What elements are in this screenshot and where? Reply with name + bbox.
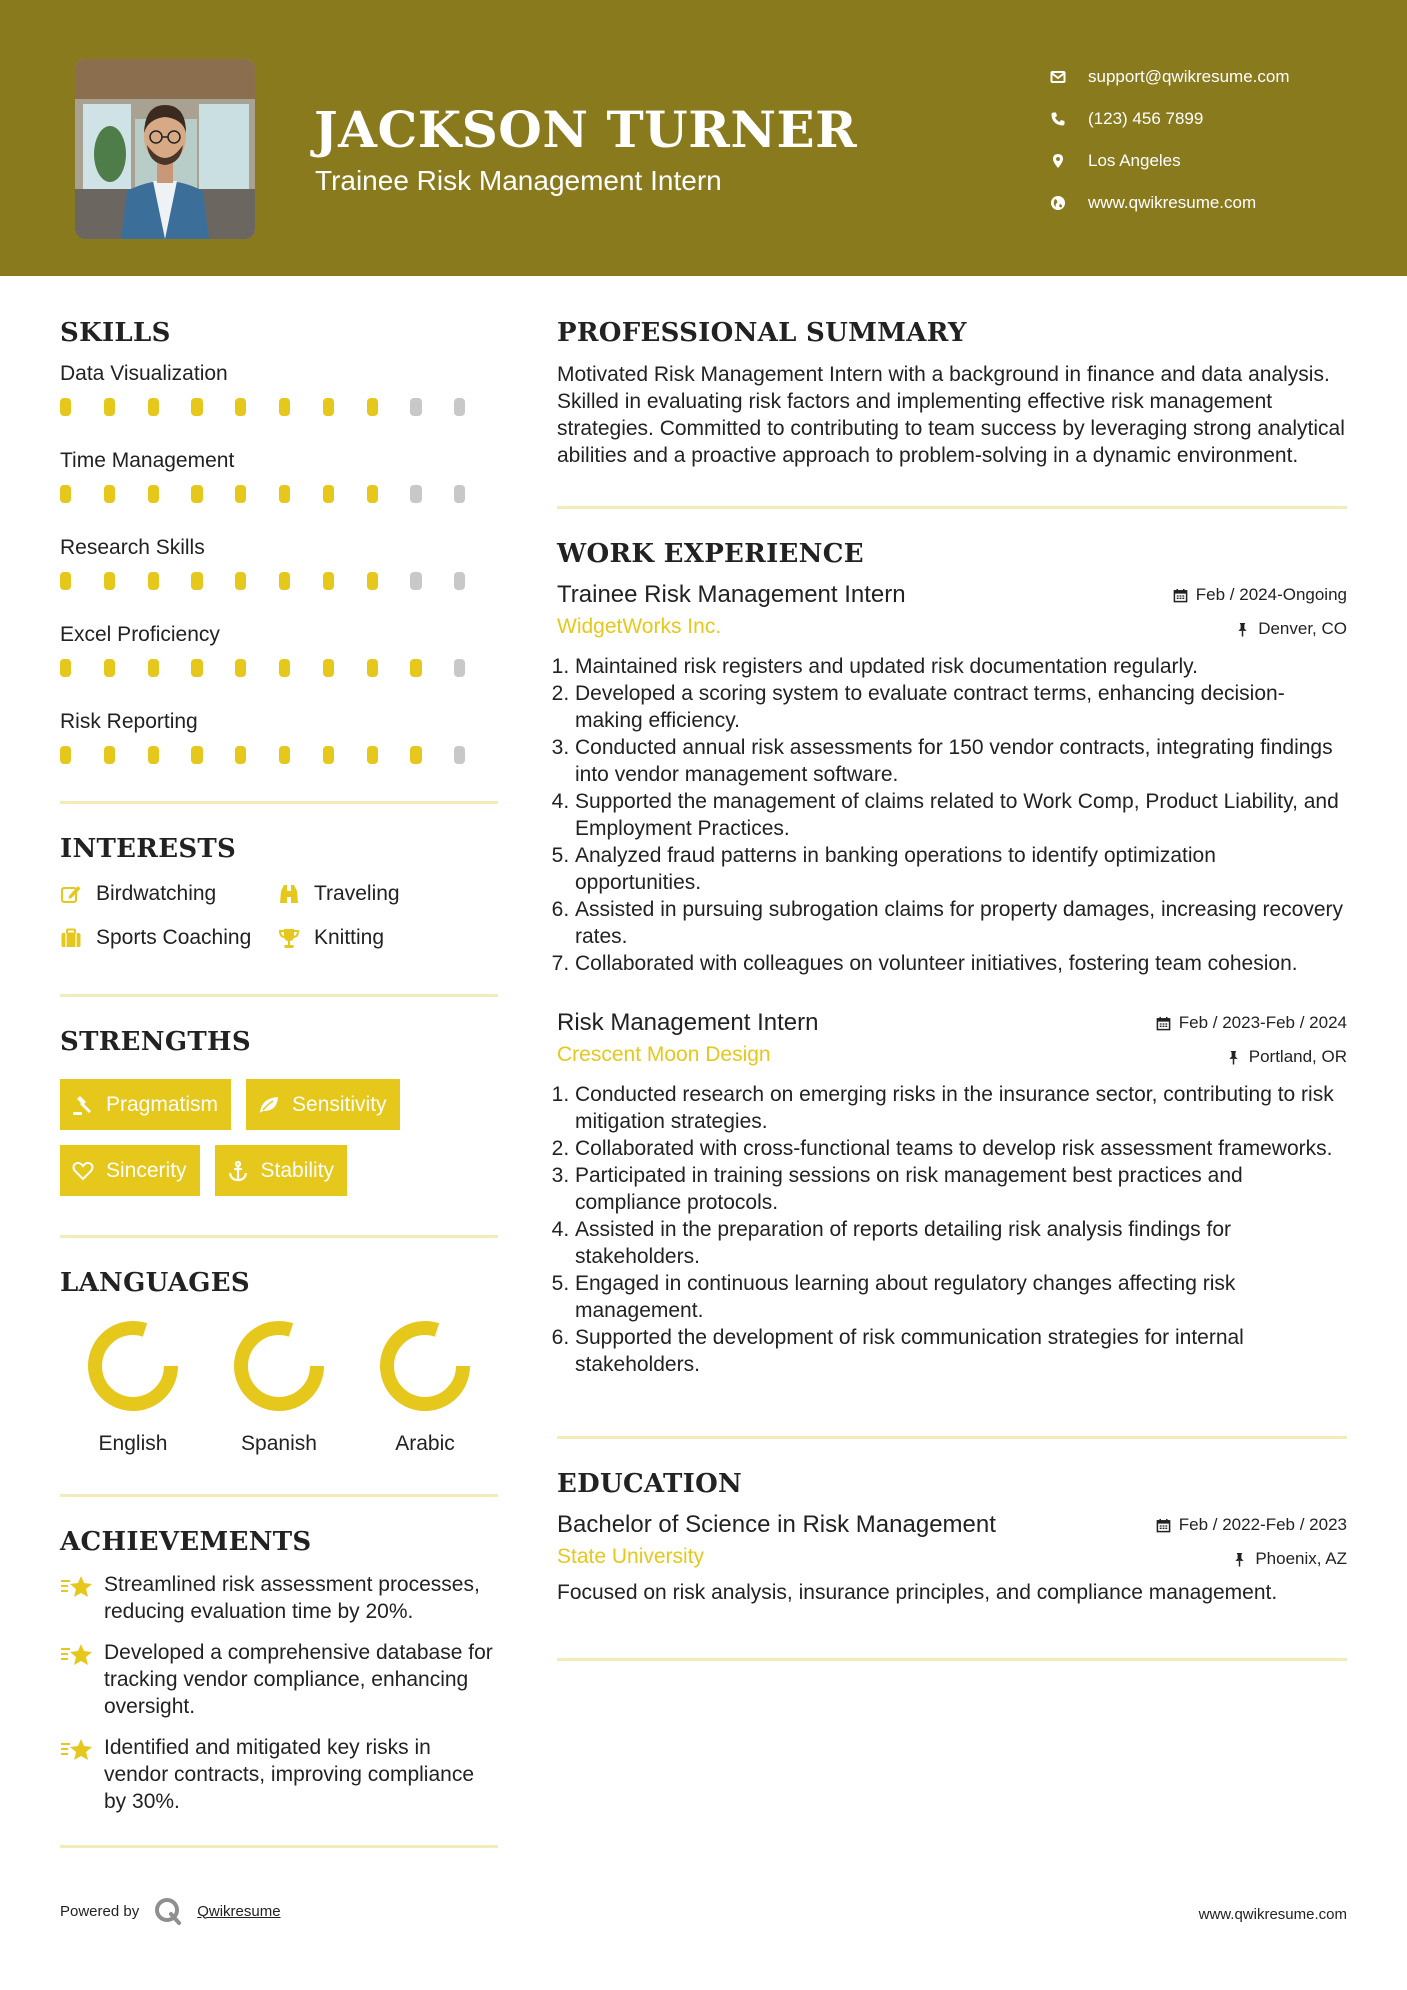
rating-dot-empty — [454, 398, 465, 416]
language-item — [206, 1318, 352, 1456]
trophy-icon — [278, 926, 314, 950]
languages-section — [60, 1268, 498, 1456]
phone-icon — [1050, 110, 1088, 128]
strengths-section — [60, 1027, 498, 1211]
strength-label: Sincerity — [106, 1158, 187, 1182]
rating-dot-empty — [410, 485, 421, 503]
languages-list — [60, 1318, 498, 1456]
interest-item — [278, 916, 384, 960]
education-location — [1232, 1549, 1347, 1569]
location-text: Los Angeles — [1088, 151, 1181, 170]
rating-dot-filled — [323, 572, 334, 590]
skills-list — [60, 362, 498, 783]
skill-item — [60, 710, 498, 783]
section-divider — [60, 1235, 498, 1238]
education-description: Focused on risk analysis, insurance principles, and compliance management. — [557, 1581, 1278, 1604]
job-title: Risk Management Intern — [557, 1009, 819, 1036]
achievements-heading: ACHIEVEMENTS — [60, 1527, 312, 1557]
interests-section — [60, 834, 498, 960]
language-label: Spanish — [241, 1432, 317, 1455]
section-divider — [557, 1436, 1347, 1439]
rating-dot-filled — [279, 485, 290, 503]
duty-item: 2. Developed a scoring system to evaluate contract terms, enhancing decision-making efficiency. — [575, 680, 1347, 734]
rating-dot-filled — [279, 746, 290, 764]
strength-badge — [215, 1145, 348, 1196]
contact-location — [1050, 140, 1390, 182]
rating-dot-filled — [235, 659, 246, 677]
skill-label: Risk Reporting — [60, 710, 198, 733]
rating-dot-filled — [148, 659, 159, 677]
rating-dot-filled — [191, 485, 202, 503]
summary-text: Motivated Risk Management Intern with a background in finance and data analysis. Skilled in evaluating risk factors and implementing effective risk management strategies. Committed to contributing to team success by leveraging strong analytical abilities and a proactive approach to problem-solving in a dynamic environment. — [557, 363, 1345, 467]
rating-dot-filled — [104, 572, 115, 590]
section-divider — [557, 506, 1347, 509]
star-icon — [60, 1639, 104, 1720]
leaf-icon — [258, 1094, 280, 1116]
skill-label: Data Visualization — [60, 362, 228, 385]
resume-header — [0, 0, 1407, 276]
star-icon — [60, 1734, 104, 1815]
interest-item — [60, 916, 278, 960]
duty-item: 6. Supported the development of risk communication strategies for internal stakeholders. — [575, 1324, 1347, 1378]
rating-dot-empty — [454, 659, 465, 677]
strength-label: Pragmatism — [106, 1092, 219, 1116]
skill-rating — [60, 657, 498, 679]
duty-item: 1. Maintained risk registers and updated risk documentation regularly. — [575, 653, 1347, 680]
job-dates — [1173, 585, 1347, 605]
rating-dot-filled — [60, 746, 71, 764]
rating-dot-filled — [104, 398, 115, 416]
duty-item: 7. Collaborated with colleagues on volunteer initiatives, fostering team cohesion. — [575, 950, 1347, 977]
rating-dot-filled — [367, 572, 378, 590]
rating-dot-filled — [323, 746, 334, 764]
calendar-icon — [1173, 588, 1188, 603]
profile-photo — [75, 59, 255, 239]
skill-label: Excel Proficiency — [60, 623, 220, 646]
rating-dot-filled — [148, 746, 159, 764]
job-entry — [557, 581, 1347, 977]
contact-email[interactable] — [1050, 56, 1390, 98]
experience-section — [557, 539, 1347, 1378]
language-proficiency-arc — [387, 1328, 463, 1404]
skill-item — [60, 623, 498, 696]
powered-by-text: Powered by — [60, 1902, 140, 1920]
achievement-text: Identified and mitigated key risks in vendor contracts, improving compliance by 30%. — [104, 1736, 475, 1813]
interests-list — [60, 872, 498, 960]
interests-heading: INTERESTS — [60, 834, 237, 864]
rating-dot-empty — [454, 572, 465, 590]
interest-label: Knitting — [314, 926, 385, 949]
skills-heading: SKILLS — [60, 318, 171, 348]
skill-rating — [60, 483, 498, 505]
interest-item — [60, 872, 278, 916]
dates-text: Feb / 2024-Ongoing — [1195, 585, 1347, 604]
rating-dot-filled — [104, 659, 115, 677]
rating-dot-filled — [323, 485, 334, 503]
rating-dot-filled — [367, 485, 378, 503]
duty-item: 4. Assisted in the preparation of reports detailing risk analysis findings for stakeholders. — [575, 1216, 1347, 1270]
rating-dot-filled — [279, 398, 290, 416]
rating-dot-filled — [235, 398, 246, 416]
contact-list — [1050, 56, 1390, 224]
strength-badge — [60, 1079, 231, 1130]
strength-label: Stability — [260, 1158, 335, 1182]
rating-dot-filled — [323, 398, 334, 416]
strengths-list — [60, 1079, 498, 1211]
gavel-icon — [72, 1094, 94, 1116]
job-header — [557, 1009, 1347, 1037]
heart-icon — [72, 1160, 94, 1182]
education-subheader — [557, 1545, 1347, 1569]
star-icon — [60, 1571, 104, 1625]
education-dates — [1156, 1515, 1347, 1535]
language-proficiency-arc — [95, 1328, 171, 1404]
language-label: English — [98, 1432, 168, 1455]
skill-label: Time Management — [60, 449, 235, 472]
contact-phone[interactable] — [1050, 98, 1390, 140]
skill-item — [60, 362, 498, 435]
left-column — [60, 318, 498, 1848]
rating-dot-filled — [191, 398, 202, 416]
briefcase-icon — [60, 926, 96, 950]
duty-list — [557, 653, 1347, 977]
strengths-heading: STRENGTHS — [60, 1027, 251, 1057]
achievements-section — [60, 1527, 498, 1815]
duty-item: 6. Assisted in pursuing subrogation claims for property damages, increasing recovery rates. — [575, 896, 1347, 950]
rating-dot-filled — [60, 572, 71, 590]
calendar-icon — [1156, 1518, 1171, 1533]
duty-item: 3. Participated in training sessions on risk management best practices and compliance protocols. — [575, 1162, 1347, 1216]
language-proficiency-arc — [241, 1328, 317, 1404]
rating-dot-filled — [60, 659, 71, 677]
section-divider — [557, 1658, 1347, 1661]
binoculars-icon — [278, 882, 314, 906]
rating-dot-filled — [235, 746, 246, 764]
rating-dot-filled — [279, 572, 290, 590]
job-location — [1235, 619, 1347, 639]
strength-badge — [246, 1079, 400, 1130]
skill-item — [60, 449, 498, 522]
school-name: State University — [557, 1545, 705, 1568]
right-column — [557, 318, 1347, 1661]
achievement-item — [60, 1734, 498, 1815]
interest-label: Traveling — [314, 882, 400, 905]
rating-dot-empty — [454, 746, 465, 764]
globe-icon — [1050, 194, 1088, 212]
map-pin-icon — [1050, 152, 1088, 170]
job-dates — [1156, 1013, 1347, 1033]
skill-rating — [60, 744, 498, 766]
candidate-name: JACKSON TURNER — [314, 100, 858, 159]
rating-dot-filled — [235, 572, 246, 590]
section-divider — [60, 1494, 498, 1497]
website-text: www.qwikresume.com — [1088, 193, 1257, 212]
duty-list — [557, 1081, 1347, 1378]
job-list — [557, 581, 1347, 1378]
job-subheader — [557, 615, 1347, 639]
skill-label: Research Skills — [60, 536, 205, 559]
job-title: Trainee Risk Management Intern — [557, 581, 906, 608]
pushpin-icon — [1235, 622, 1250, 637]
achievement-text: Streamlined risk assessment processes, reducing evaluation time by 20%. — [104, 1573, 480, 1623]
footer-website-link[interactable]: www.qwikresume.com — [1198, 1906, 1347, 1923]
rating-dot-filled — [104, 746, 115, 764]
anchor-icon — [227, 1160, 249, 1182]
rating-dot-empty — [454, 485, 465, 503]
duty-item: 5. Engaged in continuous learning about regulatory changes affecting risk management. — [575, 1270, 1347, 1324]
rating-dot-filled — [148, 572, 159, 590]
skill-item — [60, 536, 498, 609]
job-location — [1226, 1047, 1347, 1067]
rating-dot-filled — [191, 572, 202, 590]
achievements-list — [60, 1571, 498, 1815]
section-divider — [60, 994, 498, 997]
achievement-text: Developed a comprehensive database for tracking vendor compliance, enhancing oversight. — [104, 1641, 493, 1718]
phone-text: (123) 456 7899 — [1088, 109, 1204, 128]
languages-heading: LANGUAGES — [60, 1268, 250, 1298]
calendar-icon — [1156, 1016, 1171, 1031]
education-section — [557, 1469, 1347, 1606]
pencil-square-icon — [60, 882, 96, 906]
profile-photo-image — [75, 59, 255, 239]
interest-label: Sports Coaching — [96, 926, 252, 949]
skills-section — [60, 318, 498, 783]
rating-dot-filled — [191, 746, 202, 764]
envelope-icon — [1050, 68, 1088, 86]
powered-by — [60, 1896, 281, 1926]
job-header — [557, 581, 1347, 609]
location-text: Denver, CO — [1258, 619, 1347, 638]
qwikresume-link[interactable]: Qwikresume — [197, 1902, 281, 1920]
strength-badge — [60, 1145, 200, 1196]
language-proficiency-ring — [377, 1318, 473, 1414]
duty-item: 3. Conducted annual risk assessments for 150 vendor contracts, integrating findings into vendor management software. — [575, 734, 1347, 788]
achievement-item — [60, 1639, 498, 1720]
rating-dot-filled — [60, 485, 71, 503]
summary-section — [557, 318, 1347, 469]
location-text: Portland, OR — [1248, 1047, 1347, 1066]
duty-item: 5. Analyzed fraud patterns in banking operations to identify optimization opportunities. — [575, 842, 1347, 896]
dates-text: Feb / 2022-Feb / 2023 — [1178, 1515, 1347, 1534]
duty-item: 1. Conducted research on emerging risks in the insurance sector, contributing to risk mitigation strategies. — [575, 1081, 1347, 1135]
email-text: support@qwikresume.com — [1088, 67, 1290, 86]
rating-dot-filled — [148, 398, 159, 416]
rating-dot-filled — [60, 398, 71, 416]
qwikresume-logo-icon — [153, 1896, 183, 1926]
language-proficiency-ring — [231, 1318, 327, 1414]
rating-dot-empty — [410, 398, 421, 416]
rating-dot-filled — [367, 398, 378, 416]
rating-dot-filled — [367, 659, 378, 677]
candidate-title: Trainee Risk Management Intern — [315, 165, 722, 196]
company-name: WidgetWorks Inc. — [557, 615, 722, 638]
contact-website[interactable] — [1050, 182, 1390, 224]
job-entry — [557, 1009, 1347, 1378]
strength-label: Sensitivity — [292, 1092, 387, 1116]
interest-item — [278, 872, 400, 916]
company-name: Crescent Moon Design — [557, 1043, 771, 1066]
degree-title: Bachelor of Science in Risk Management — [557, 1511, 996, 1538]
language-label: Arabic — [395, 1432, 455, 1455]
language-proficiency-ring — [85, 1318, 181, 1414]
summary-heading: PROFESSIONAL SUMMARY — [557, 318, 967, 348]
education-heading: EDUCATION — [557, 1469, 743, 1499]
section-divider — [60, 801, 498, 804]
rating-dot-filled — [323, 659, 334, 677]
pushpin-icon — [1232, 1552, 1247, 1567]
rating-dot-empty — [410, 572, 421, 590]
rating-dot-filled — [148, 485, 159, 503]
rating-dot-filled — [191, 659, 202, 677]
duty-item: 2. Collaborated with cross-functional teams to develop risk assessment frameworks. — [575, 1135, 1347, 1162]
section-divider — [60, 1845, 498, 1848]
location-text: Phoenix, AZ — [1255, 1549, 1347, 1568]
language-item — [60, 1318, 206, 1456]
rating-dot-filled — [410, 659, 421, 677]
rating-dot-filled — [104, 485, 115, 503]
education-header — [557, 1511, 1347, 1539]
rating-dot-filled — [367, 746, 378, 764]
experience-heading: WORK EXPERIENCE — [557, 539, 864, 569]
rating-dot-filled — [410, 746, 421, 764]
job-subheader — [557, 1043, 1347, 1067]
duty-item: 4. Supported the management of claims related to Work Comp, Product Liability, and Employment Practices. — [575, 788, 1347, 842]
pushpin-icon — [1226, 1050, 1241, 1065]
dates-text: Feb / 2023-Feb / 2024 — [1178, 1013, 1347, 1032]
interest-label: Birdwatching — [96, 882, 217, 905]
skill-rating — [60, 396, 498, 418]
language-item — [352, 1318, 498, 1456]
rating-dot-filled — [235, 485, 246, 503]
skill-rating — [60, 570, 498, 592]
rating-dot-filled — [279, 659, 290, 677]
achievement-item — [60, 1571, 498, 1625]
